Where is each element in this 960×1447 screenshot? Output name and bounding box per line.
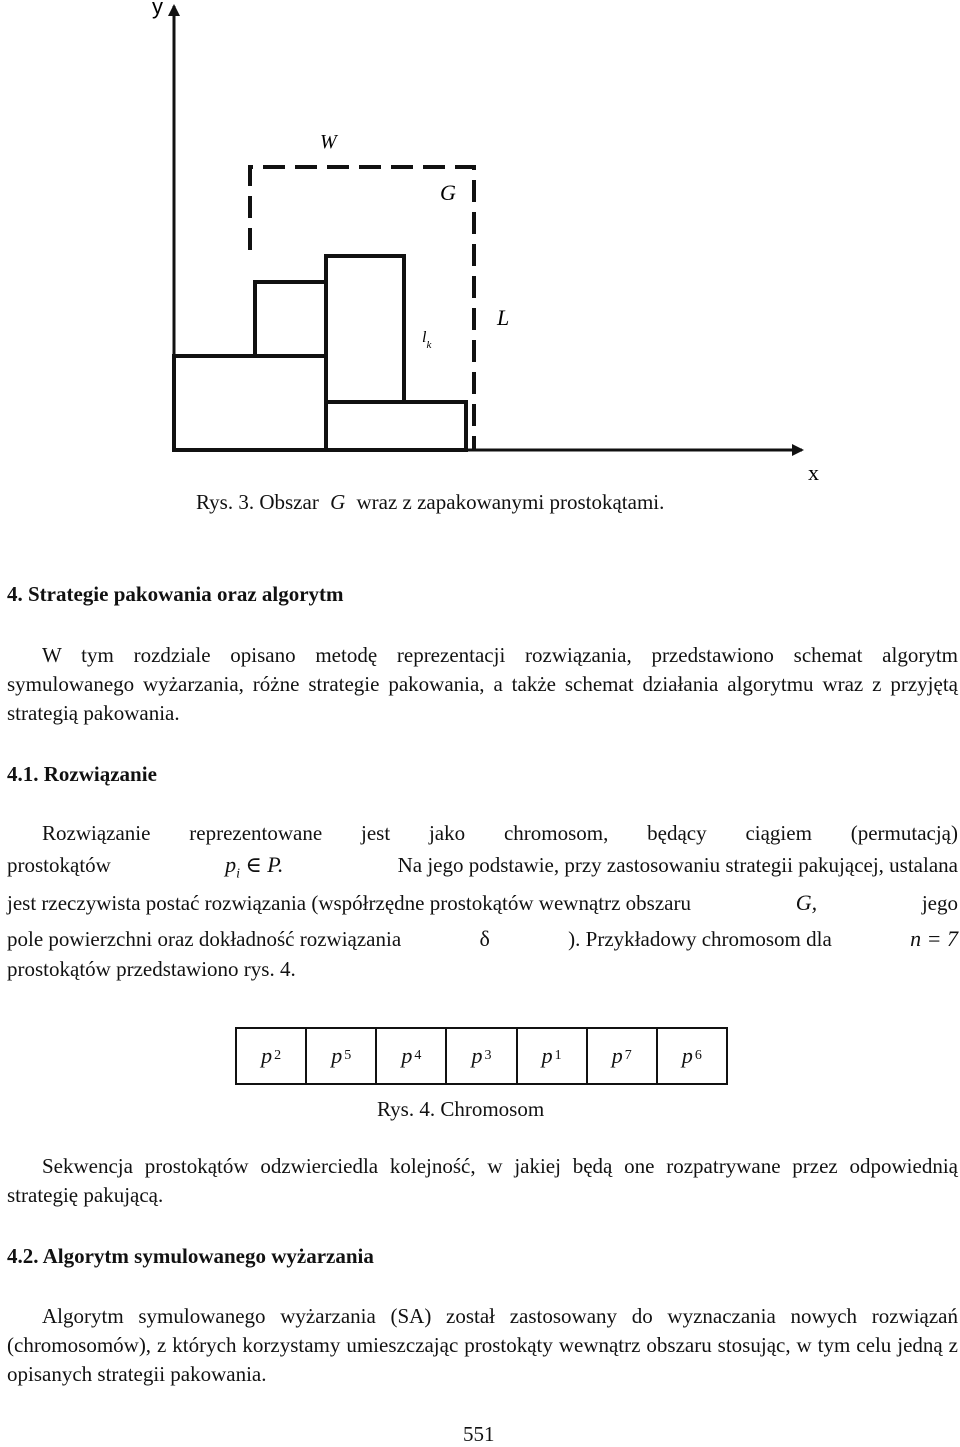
section-4-1-line-4 xyxy=(7,924,958,954)
chromosome-cell: p 6 xyxy=(681,1043,702,1068)
label-G: G xyxy=(440,180,456,205)
packed-rect-bottom-left xyxy=(174,356,326,450)
section-4-2-heading: 4.2. Algorytm symulowanego wyżarzania xyxy=(7,1244,374,1268)
section-4-2-paragraph: Algorytm symulowanego wyżarzania (SA) został zastosowany do wyznaczania nowych rozwiązań (chromosomów), z których korzystamy umieszczając prostokąty wewnątrz obszaru stosując, w tym celu jedną z opisanych strategii pakowania. xyxy=(7,1304,958,1386)
section-4-1-line-2 xyxy=(7,850,958,888)
section-4-heading: 4. Strategie pakowania oraz algorytm xyxy=(7,582,344,606)
packed-rect-small xyxy=(255,282,326,356)
line-3-pre: jest rzeczywista postać rozwiązania (współrzędne prostokątów wewnątrz obszaru xyxy=(7,891,691,915)
line-4-math-n: n = 7 xyxy=(910,926,958,951)
line-4-pre: pole powierzchni oraz dokładność rozwiązania xyxy=(7,927,402,951)
figure-3-caption-pre: Rys. 3. Obszar xyxy=(196,490,319,514)
figure-3-diagram xyxy=(0,0,960,520)
chromosome-cell: p 2 xyxy=(237,1029,307,1083)
section-4-1-heading: 4.1. Rozwiązanie xyxy=(7,762,157,786)
section-4-1-line-3 xyxy=(7,888,958,918)
chromosome-cell: p 4 xyxy=(377,1029,447,1083)
section-4-1-line-1: Rozwiązanie reprezentowane jest jako chromosom, będący ciągiem (permutacją) xyxy=(42,821,958,845)
chromosome-cell: p 7 xyxy=(588,1029,658,1083)
figure-4-caption: Rys. 4. Chromosom xyxy=(377,1097,545,1121)
line-4-delta: δ xyxy=(479,926,490,951)
chromosome-cell: p 3 xyxy=(447,1029,517,1083)
dashed-region-outline xyxy=(250,167,474,450)
math-pi-in-P: $p_i$ ∈ P. xyxy=(225,852,284,882)
label-W: W xyxy=(320,131,337,153)
line-3-post: jego xyxy=(921,891,958,915)
line-2-post: Na jego podstawie, przy zastosowaniu strategii pakującej, ustalana xyxy=(397,853,958,877)
figure-3-caption-math: G xyxy=(330,490,346,514)
label-L: L xyxy=(497,305,510,330)
chromosome-box xyxy=(235,1027,728,1085)
section-4-1-line-5: prostokątów przedstawiono rys. 4. xyxy=(7,957,296,981)
figure-3-caption-post: wraz z zapakowanymi prostokątami. xyxy=(356,490,665,514)
y-axis-label: y xyxy=(152,0,163,19)
section-4-paragraph: W tym rozdziale opisano metodę reprezentacji rozwiązania, przedstawiono schemat algorytm symulowanego wyżarzania, różne strategie pakowania, a także schemat działania algorytmu wraz z przyjętą strategią pakowania. xyxy=(7,643,958,725)
page-number: 551 xyxy=(463,1422,495,1446)
after-figure-4-paragraph: Sekwencja prostokątów odzwierciedla kolejność, w jakiej będą one rozpatrywane przez odpowiednią strategię pakującą. xyxy=(7,1154,958,1207)
line-2-pre: prostokątów xyxy=(7,853,111,877)
packed-rect-tall xyxy=(326,256,404,402)
chromosome-cell: p 5 xyxy=(307,1029,377,1083)
chromosome-cell: p 1 xyxy=(518,1029,588,1083)
line-3-math-G: G, xyxy=(795,890,818,915)
figure-3-caption xyxy=(196,490,664,515)
label-lk: $l_k$ xyxy=(422,329,432,351)
packed-rect-bottom-right xyxy=(326,402,466,450)
x-axis-label: x xyxy=(808,460,819,485)
line-4-mid: ). Przykładowy chromosom dla xyxy=(568,927,832,951)
